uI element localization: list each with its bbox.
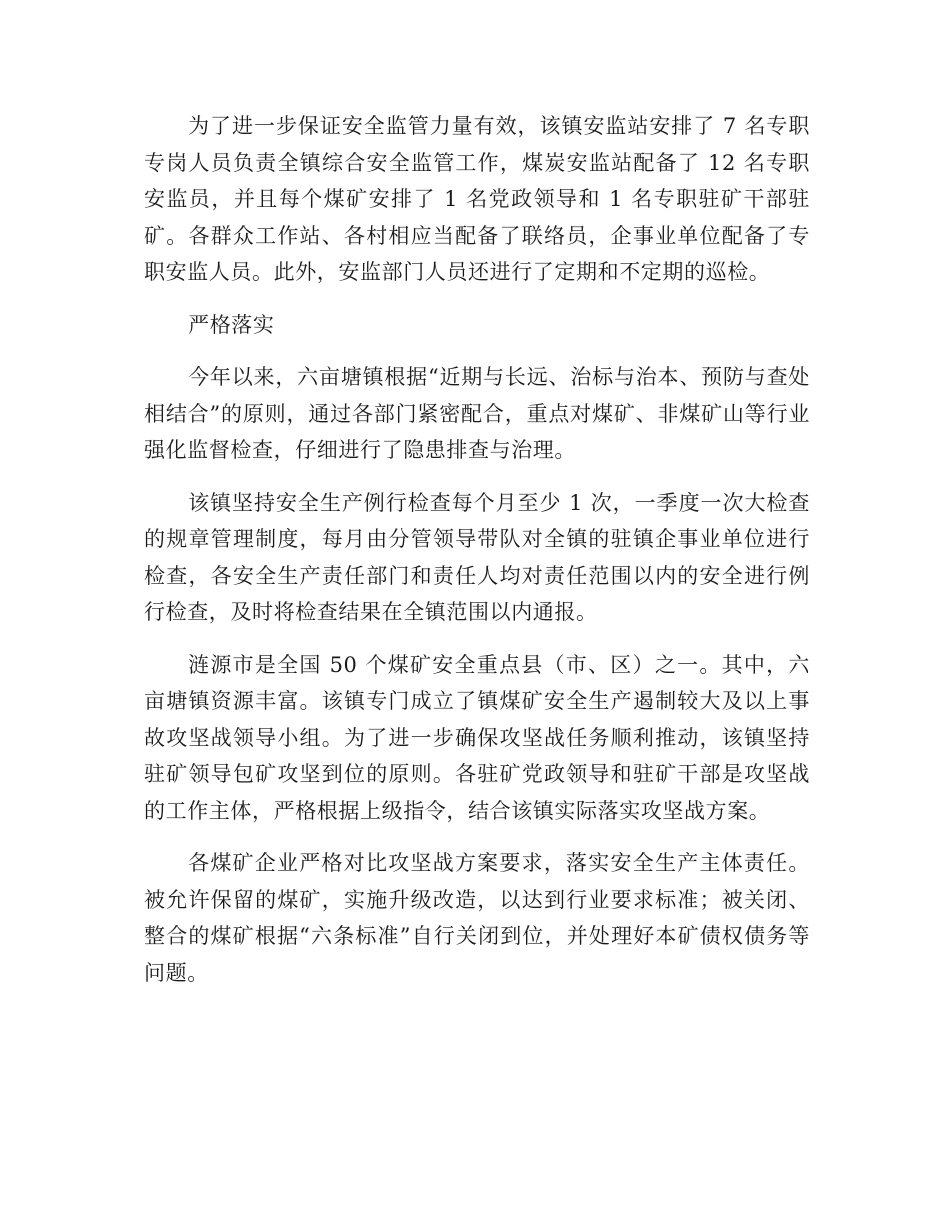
paragraph-coal-enterprise-responsibility: 各煤矿企业严格对比攻坚战方案要求，落实安全生产主体责任。被允许保留的煤矿，实施升级改造，以达到行业要求标准；被关闭、整合的煤矿根据“六条标准”自行关闭到位，并处理好本矿债权债务等问题。 <box>144 851 810 985</box>
document-body <box>144 108 810 1007</box>
section-heading-strict-implementation: 严格落实 <box>188 312 275 337</box>
paragraph-lianyuan-campaign: 涟源市是全国 50 个煤矿安全重点县（市、区）之一。其中，六亩塘镇资源丰富。该镇专门成立了镇煤矿安全生产遏制较大及以上事故攻坚战领导小组。为了进一步确保攻坚战任务顺利推动，该镇坚持驻矿领导包矿攻坚到位的原则。各驻矿党政领导和驻矿干部是攻坚战的工作主体，严格根据上级指令，结合该镇实际落实攻坚战方案。 <box>144 652 810 823</box>
paragraph-routine-inspection: 该镇坚持安全生产例行检查每个月至少 1 次，一季度一次大检查的规章管理制度，每月由分管领导带队对全镇的驻镇企事业单位进行检查，各安全生产责任部门和责任人均对责任范围以内的安全进行例行检查，及时将检查结果在全镇范围以内通报。 <box>144 490 810 624</box>
paragraph-supervision-staffing: 为了进一步保证安全监管力量有效，该镇安监站安排了 7 名专职专岗人员负责全镇综合安全监管工作，煤炭安监站配备了 12 名专职安监员，并且每个煤矿安排了 1 名党政领导和 1 名专职驻矿干部驻矿。各群众工作站、各村相应当配备了联络员，企事业单位配备了专职安监人员。此外，安监部门人员还进行了定期和不定期的巡检。 <box>144 114 810 284</box>
paragraph-inspection-principle: 今年以来，六亩塘镇根据“近期与长远、治标与治本、预防与查处相结合”的原则，通过各部门紧密配合，重点对煤矿、非煤矿山等行业强化监督检查，仔细进行了隐患排查与治理。 <box>144 365 810 462</box>
